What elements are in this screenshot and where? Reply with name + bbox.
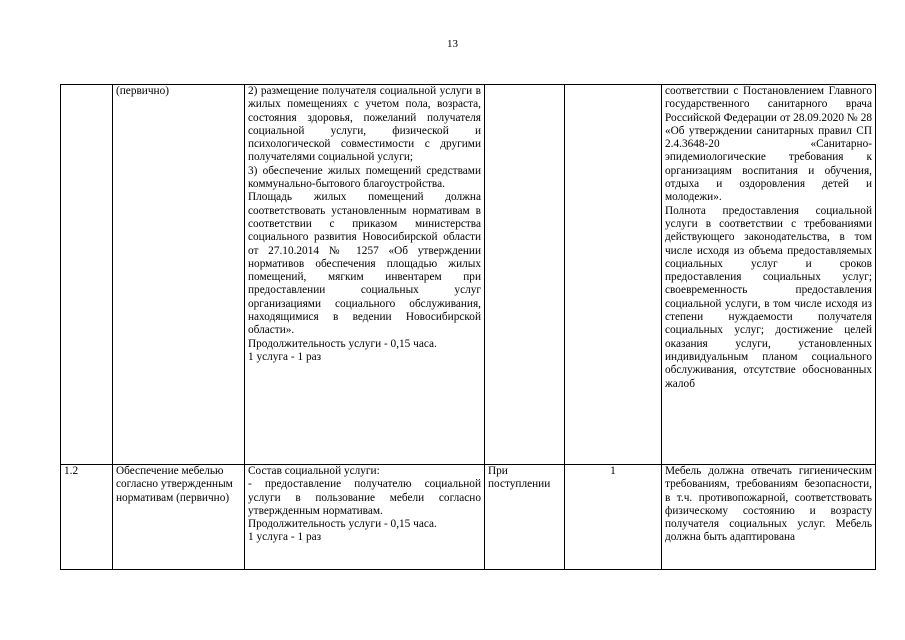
service-name: Обеспечение мебелью согласно утвержденным нормативам (первично) — [116, 465, 233, 504]
content-paragraph: 1 услуга - 1 раз — [248, 531, 322, 544]
service-name-cell — [113, 85, 245, 465]
content-paragraph: Продолжительность услуги - 0,15 часа. — [248, 518, 437, 531]
row-number-cell — [61, 85, 113, 465]
service-name-cell — [113, 465, 245, 570]
table-row — [61, 85, 876, 465]
services-table — [60, 84, 876, 570]
service-content-cell — [245, 85, 485, 465]
timing-cell — [485, 85, 565, 465]
table-row — [61, 465, 876, 570]
quality-cell — [662, 465, 876, 570]
quality-paragraph: Полнота предоставления социальной услуги в соответствии с требованиями действующего законодательства, в том числе исходя из объема предоставляемых социальных услуг и сроков предоставления социальных услуг; своевременность предоставления социальной услуги, в том числе исходя из степени нуждаемости получателя социальных услуг; достижение целей оказания услуги, установленных индивидуальным планом социального обслуживания, отсутствие обоснованных жалоб — [665, 204, 872, 390]
quality-cell — [662, 85, 876, 465]
service-name: (первично) — [116, 85, 169, 97]
content-paragraph: Продолжительность услуги - 0,15 часа. — [248, 337, 437, 350]
content-paragraph: - предоставление получателю социальной услуги в пользование мебели согласно утвержденным нормативам. — [248, 478, 481, 517]
content-paragraph: 1 услуга - 1 раз — [248, 350, 322, 363]
quality-paragraph: соответствии с Постановлением Главного государственного санитарного врача Российской Федерации от 28.09.2020 № 28 «Об утверждении санитарных правил СП 2.4.3648-20 «Санитарно-эпидемиологические требования к организациям воспитания и обучения, отдыха и оздоровления детей и молодежи». — [665, 85, 872, 204]
volume-cell — [565, 85, 662, 465]
content-paragraph: 3) обеспечение жилых помещений средствами коммунально-бытового благоустройства. — [248, 164, 481, 191]
quality-paragraph: Мебель должна отвечать гигиеническим требованиям, требованиям безопасности, в т.ч. противопожарной, соответствовать физическому состоянию и возрасту получателя социальных услуг. Мебель должна быть адаптирована — [665, 465, 872, 544]
timing-cell — [485, 465, 565, 570]
service-content-cell — [245, 465, 485, 570]
timing-text: При поступлении — [488, 465, 551, 491]
volume-cell — [565, 465, 662, 570]
content-paragraph: Состав социальной услуги: — [248, 465, 380, 477]
row-number: 1.2 — [64, 465, 79, 477]
content-paragraph: 2) размещение получателя социальной услуги в жилых помещениях с учетом пола, возраста, состояния здоровья, пожеланий получателя социальной услуги, физической и психологической совместимости с другими получателями социальной услуги; — [248, 85, 481, 164]
row-number-cell — [61, 465, 113, 570]
content-paragraph: Площадь жилых помещений должна соответствовать установленным нормативам в соответствии с приказом министерства социального развития Новосибирской области от 27.10.2014 № 1257 «Об утверждении нормативов обеспечения площадью жилых помещений, мягким инвентарем при предоставлении социальных услуг организациями социального обслуживания, находящимися в ведении Новосибирской области». — [248, 191, 481, 337]
page-number: 13 — [447, 38, 458, 50]
volume-text: 1 — [610, 465, 616, 477]
